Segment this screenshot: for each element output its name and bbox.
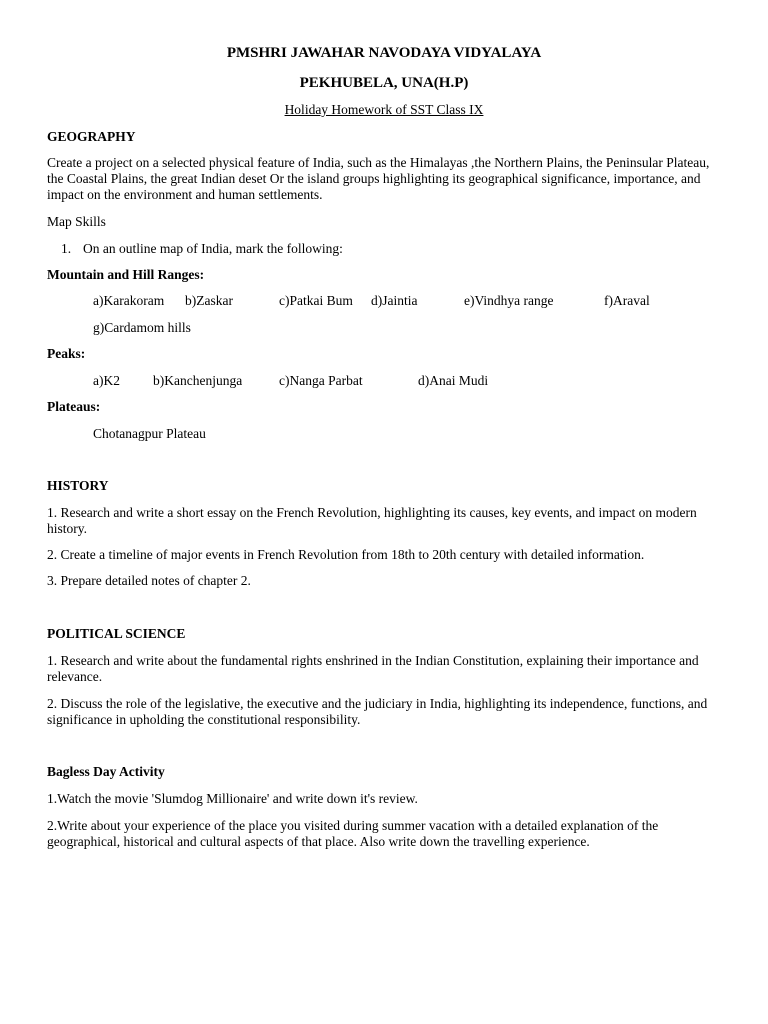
history-heading: HISTORY [47, 478, 109, 493]
mountain-item: d)Jaintia [371, 293, 418, 308]
mountains-heading: Mountain and Hill Ranges: [47, 267, 205, 282]
political-science-item: 2. Discuss the role of the legislative, the executive and the judiciary in India, highlighting its independence, functions, and significance in upholding the constitutional responsibility. [47, 696, 708, 727]
bagless-day-item: 2.Write about your experience of the place you visited during summer vacation with a detailed explanation of the geographical, historical and cultural aspects of that place. Also write down the travelling experience. [47, 818, 659, 849]
history-item: 1. Research and write a short essay on the French Revolution, highlighting its causes, key events, and impact on modern history. [47, 505, 697, 536]
mountain-item: f)Araval [604, 293, 650, 308]
peak-item: a)K2 [93, 373, 120, 388]
school-location: PEKHUBELA, UNA(H.P) [299, 75, 469, 91]
mountain-item: g)Cardamom hills [93, 320, 191, 335]
geography-project-text: Create a project on a selected physical feature of India, such as the Himalayas ,the Northern Plains, the Peninsular Plateau, the Coastal Plains, the great Indian deset Or the island groups highlighting its geographical significance, importance, and impact on the environment and human settlements. [47, 155, 710, 202]
mountain-item: a)Karakoram [93, 293, 165, 308]
geography-heading: GEOGRAPHY [47, 129, 136, 144]
map-task-text: On an outline map of India, mark the following: [83, 241, 343, 256]
peak-item: b)Kanchenjunga [153, 373, 243, 388]
mountain-item: e)Vindhya range [464, 293, 554, 308]
subtitle-text: Holiday Homework of SST Class IX [284, 102, 484, 117]
school-name: PMSHRI JAWAHAR NAVODAYA VIDYALAYA [226, 45, 542, 61]
mountain-item: b)Zaskar [185, 293, 233, 308]
map-skills-label: Map Skills [47, 214, 106, 229]
peak-item: d)Anai Mudi [418, 373, 489, 388]
bagless-day-item: 1.Watch the movie 'Slumdog Millionaire' and write down it's review. [47, 791, 418, 806]
peak-item: c)Nanga Parbat [279, 373, 363, 388]
history-item: 2. Create a timeline of major events in French Revolution from 18th to 20th century with detailed information. [47, 547, 645, 562]
political-science-item: 1. Research and write about the fundamental rights enshrined in the Indian Constitution, explaining their importance and relevance. [47, 653, 699, 684]
plateaus-heading: Plateaus: [47, 399, 101, 414]
political-science-heading: POLITICAL SCIENCE [47, 626, 186, 641]
mountain-item: c)Patkai Bum [279, 293, 353, 308]
document-subtitle [0, 102, 768, 118]
plateau-item: Chotanagpur Plateau [93, 426, 206, 441]
peaks-heading: Peaks: [47, 346, 86, 361]
map-task-number: 1. [61, 241, 72, 256]
history-item: 3. Prepare detailed notes of chapter 2. [47, 573, 251, 588]
bagless-day-heading: Bagless Day Activity [47, 764, 165, 779]
